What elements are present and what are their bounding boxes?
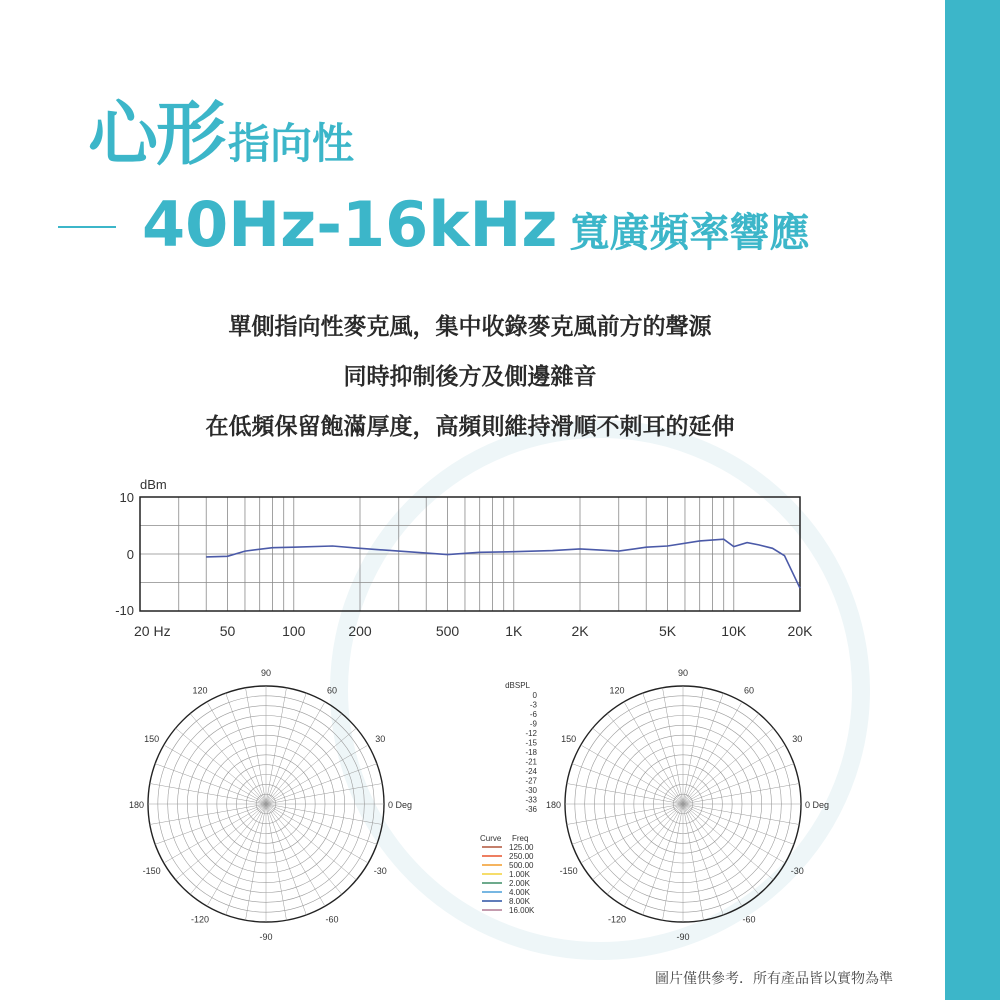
dbspl-value: -27 [525, 776, 537, 786]
x-tick-label: 10K [721, 623, 747, 639]
polar-angle-label: 180 [128, 800, 144, 810]
x-tick-label: 20 Hz [134, 623, 171, 639]
legend-freq: 125.00 [509, 843, 534, 852]
dbspl-label: dBSPL [505, 681, 530, 690]
y-tick-label: 10 [119, 490, 134, 505]
dbspl-scale [505, 681, 537, 814]
polar-angle-label: -120 [190, 914, 210, 925]
polar-angle-label: -90 [259, 932, 273, 942]
polar-angle-label: 60 [743, 685, 755, 696]
x-tick-label: 200 [348, 623, 372, 639]
description-line-2: 同時抑制後方及側邊雜音 [343, 364, 597, 390]
description-line-3: 在低頻保留飽滿厚度，高頻則維持滑順不刺耳的延伸 [205, 414, 735, 440]
x-tick-label: 50 [219, 623, 236, 639]
dbspl-value: -6 [529, 710, 537, 719]
legend-freq: 1.00K [509, 870, 530, 879]
polar-plot-left [129, 668, 412, 942]
polar-angle-label: -150 [142, 866, 161, 876]
polar-angle-label: 0 Deg [805, 800, 830, 810]
polar-angle-label: 90 [677, 668, 689, 678]
legend-freq: 500.00 [509, 861, 534, 870]
dbspl-value: -33 [525, 795, 537, 805]
polar-angle-label: 30 [375, 734, 386, 744]
freq-range: 40Hz-16kHz [142, 188, 558, 261]
dbspl-value: -12 [525, 729, 537, 738]
polar-angle-label: -60 [325, 914, 339, 925]
x-tick-label: 100 [282, 623, 306, 639]
polar-angle-label: 150 [561, 734, 577, 744]
dbspl-value: -21 [525, 757, 537, 767]
legend-freq: 250.00 [509, 852, 534, 861]
title-small: 指向性 [228, 119, 355, 168]
polar-angle-label: 60 [326, 685, 338, 696]
dbspl-value: -18 [525, 748, 537, 757]
dbspl-value: -15 [525, 738, 537, 748]
x-tick-label: 500 [435, 623, 460, 639]
legend-freq: 8.00K [509, 897, 530, 906]
dbspl-value: -3 [529, 700, 537, 710]
polar-angle-label: 120 [609, 685, 625, 696]
legend-freq: 4.00K [509, 888, 530, 897]
polar-angle-label: 150 [144, 734, 160, 744]
description-line-1: 單側指向性麥克風，集中收錄麥克風前方的聲源 [228, 314, 712, 340]
polar-angle-label: 30 [792, 734, 803, 744]
legend-curve-header: Curve [480, 834, 502, 843]
legend-freq-header: Freq [512, 834, 529, 843]
x-tick-label: 1K [505, 623, 523, 639]
y-tick-label: -10 [115, 603, 134, 618]
y-axis-label: dBm [140, 477, 167, 492]
polar-plot-right [546, 668, 829, 942]
dbspl-value: 0 [532, 691, 537, 700]
polar-angle-label: -150 [559, 866, 578, 876]
polar-angle-label: 90 [260, 668, 272, 678]
polar-legend [480, 834, 535, 915]
dbspl-value: -36 [525, 805, 537, 814]
polar-angle-label: 120 [192, 685, 208, 696]
polar-angle-label: -60 [742, 914, 756, 925]
dbspl-value: -9 [529, 719, 537, 729]
polar-angle-label: -90 [676, 932, 690, 942]
title-big: 心形 [88, 93, 224, 175]
polar-angle-label: 180 [545, 800, 561, 810]
legend-freq: 2.00K [509, 879, 530, 888]
polar-angle-label: 0 Deg [388, 800, 413, 810]
y-tick-label: 0 [126, 547, 134, 562]
polar-angle-label: -30 [790, 866, 804, 876]
polar-angle-label: -120 [607, 914, 627, 925]
x-tick-label: 5K [658, 623, 677, 639]
freq-suffix: 寬廣頻率響應 [569, 210, 810, 256]
legend-freq: 16.00K [509, 906, 535, 915]
footnote: 圖片僅供參考．所有產品皆以實物為準 [655, 971, 893, 987]
dbspl-value: -30 [525, 786, 537, 795]
polar-angle-label: -30 [373, 866, 387, 876]
dbspl-value: -24 [525, 767, 537, 776]
x-tick-label: 2K [571, 623, 589, 639]
x-tick-label: 20K [787, 623, 813, 639]
